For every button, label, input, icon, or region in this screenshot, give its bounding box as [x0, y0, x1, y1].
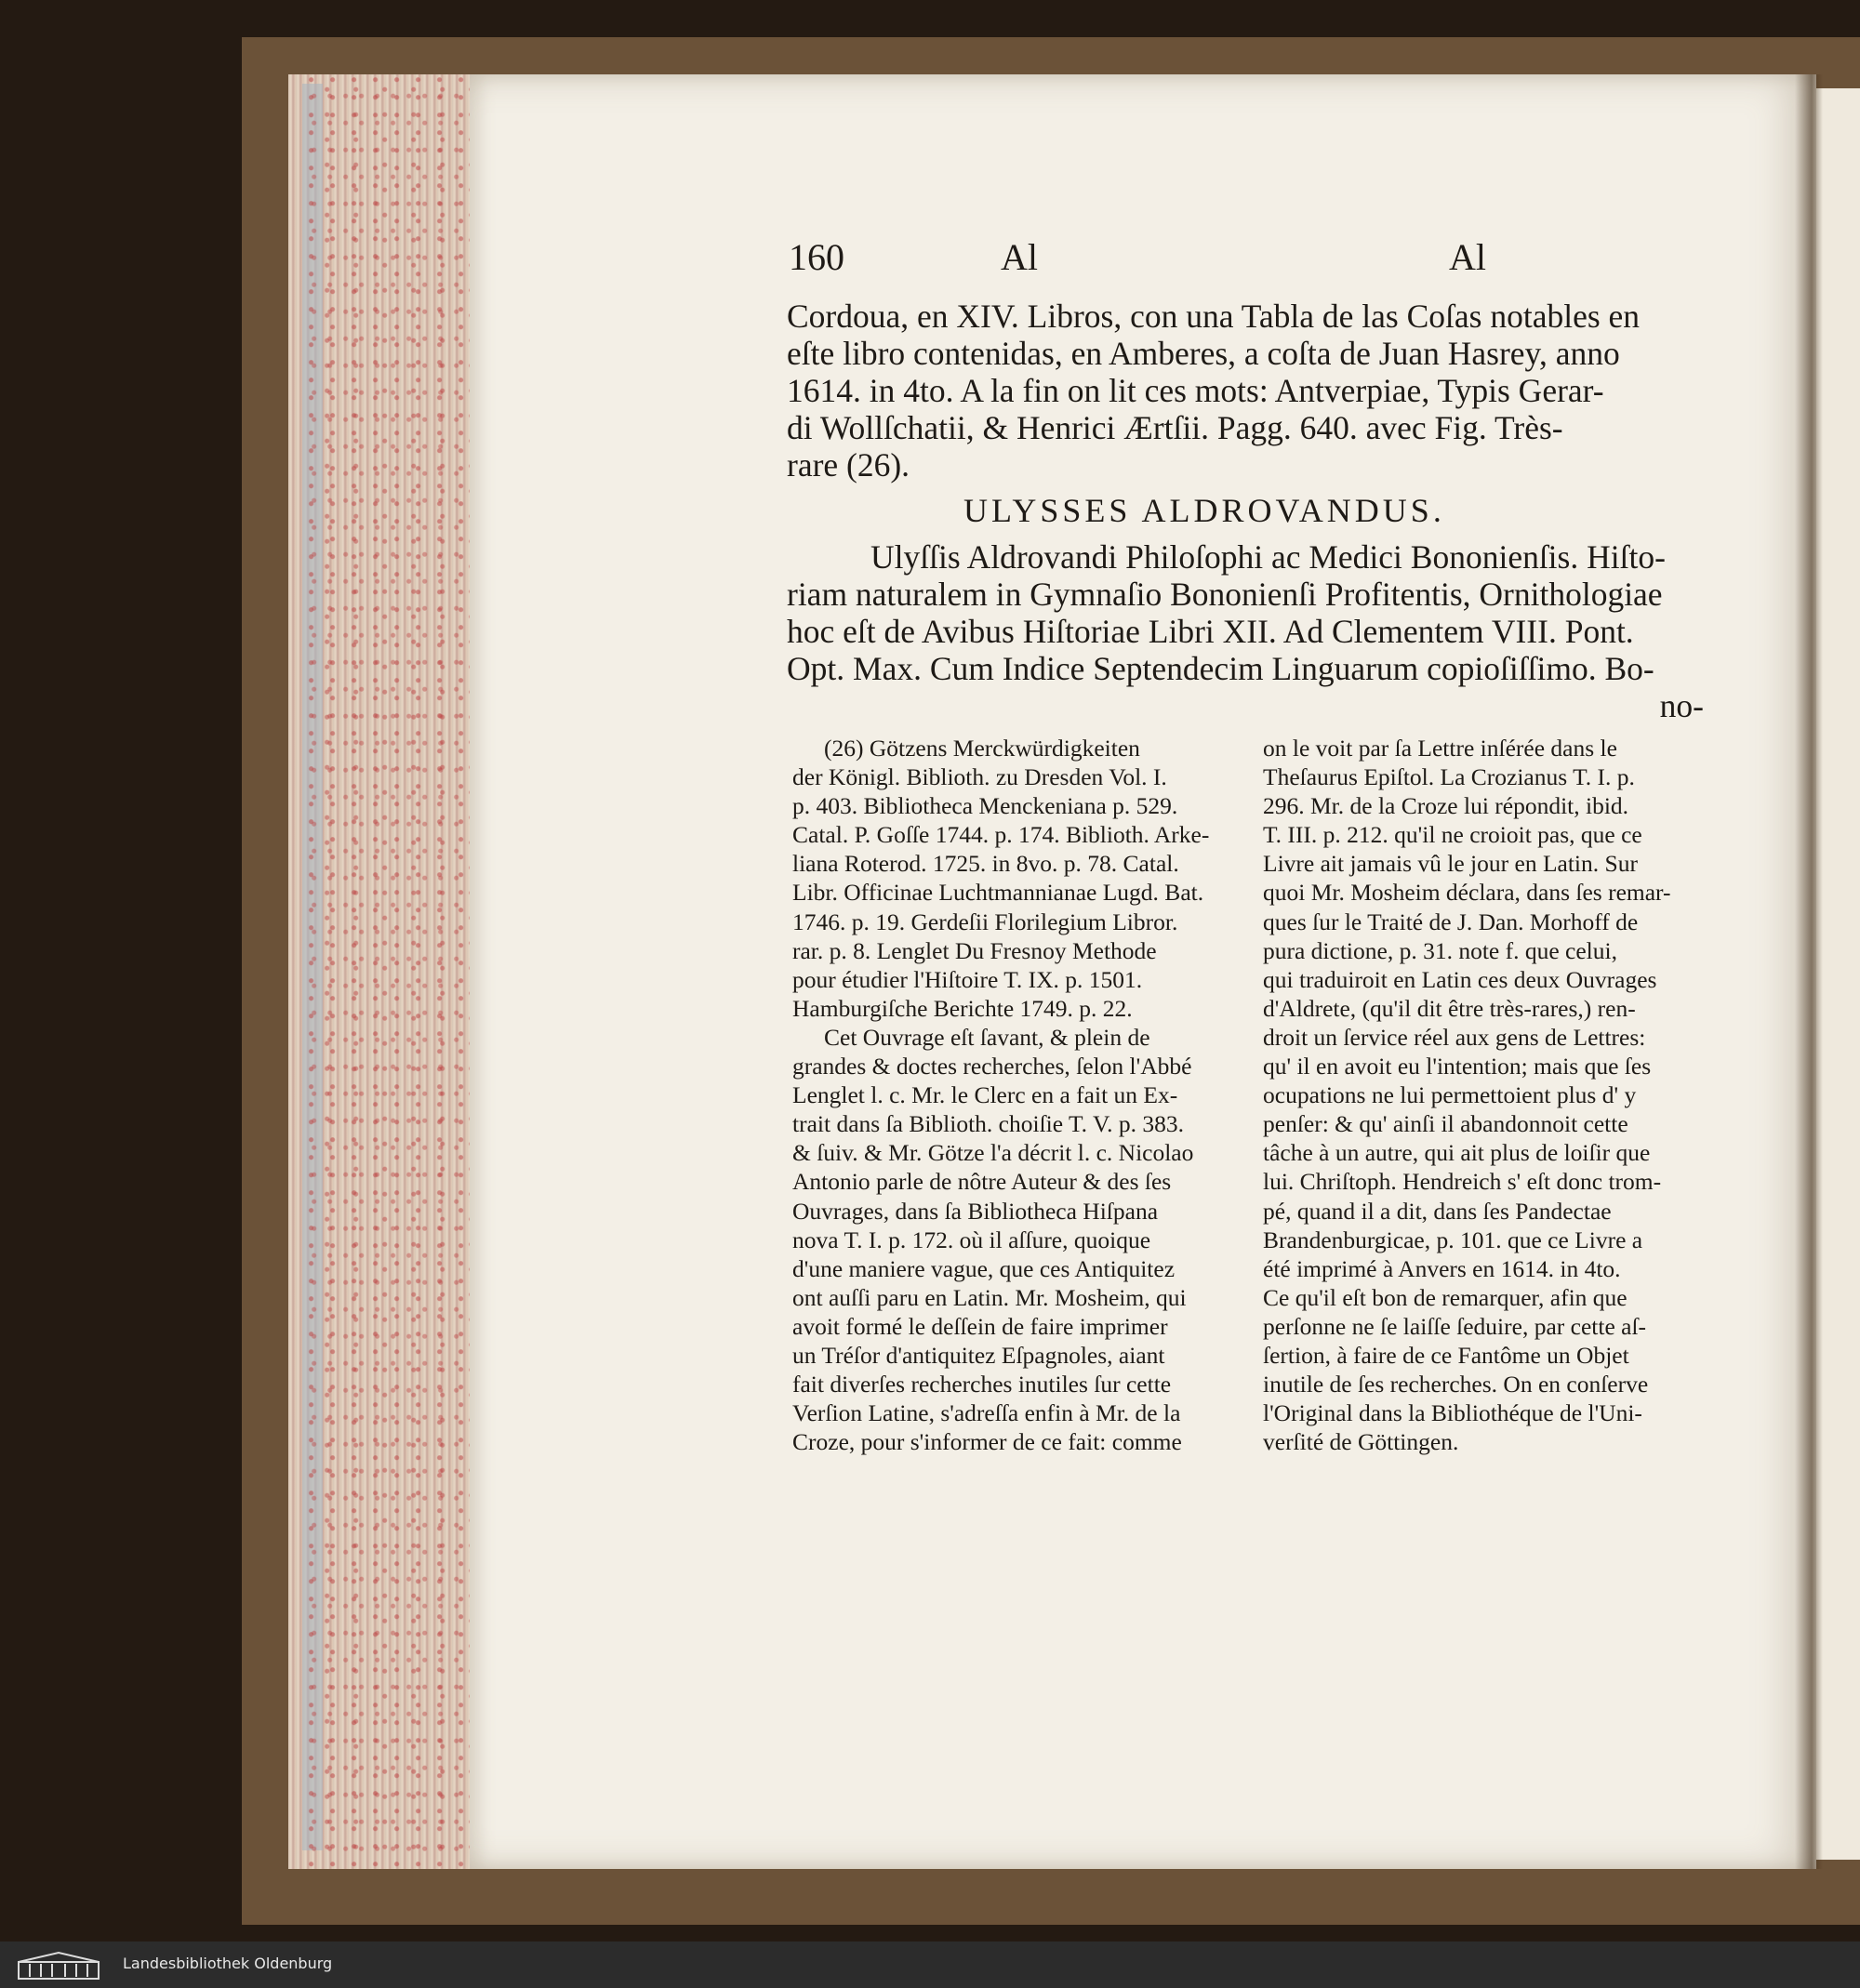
- footnote-line: 296. Mr. de la Croze lui répondit, ibid.: [1263, 792, 1629, 820]
- library-building-icon: [17, 1951, 100, 1981]
- footnote-line: Brandenburgicae, p. 101. que ce Livre a: [1263, 1226, 1643, 1253]
- footnote-line: Antonio parle de nôtre Auteur & des ſes: [792, 1168, 1172, 1196]
- footnote-line: rar. p. 8. Lenglet Du Fresnoy Methode: [792, 936, 1157, 964]
- footnote-line: l'Original dans la Bibliothéque de l'Uni-: [1263, 1399, 1642, 1427]
- footnote-line: qu' il en avoit eu l'intention; mais que ſes: [1263, 1053, 1652, 1080]
- book-gutter-shadow: [1795, 74, 1823, 1869]
- footnote-line: ques ſur le Traité de J. Dan. Morhoff de: [1263, 908, 1639, 935]
- footnote-line: on le voit par ſa Lettre inſérée dans le: [1263, 735, 1617, 762]
- footnote-line: Cet Ouvrage eſt ſavant, & plein de: [824, 1023, 1150, 1051]
- footnote-line: lui. Chriſtoph. Hendreich s' eſt donc trom-: [1263, 1168, 1662, 1196]
- running-head-left: Al: [1001, 236, 1038, 278]
- footnote-line: 1746. p. 19. Gerdeſii Florilegium Libror.: [792, 908, 1178, 935]
- footnote-line: der Königl. Biblioth. zu Dresden Vol. I.: [792, 763, 1167, 791]
- footnote-line: (26) Götzens Merckwürdigkeiten: [824, 735, 1140, 762]
- section-heading: ULYSSES ALDROVANDUS.: [963, 492, 1445, 529]
- footnote-line: liana Roterod. 1725. in 8vo. p. 78. Catal.: [792, 850, 1179, 878]
- footnote-line: & ſuiv. & Mr. Götze l'a décrit l. c. Nicolao: [792, 1139, 1194, 1167]
- footnote-line: Theſaurus Epiſtol. La Crozianus T. I. p.: [1263, 763, 1635, 791]
- footnote-line: Verſion Latine, s'adreſſa enfin à Mr. de la: [792, 1399, 1181, 1427]
- footnote-line: perſonne ne ſe laiſſe ſeduire, par cette aſ-: [1263, 1312, 1647, 1340]
- library-name: Landesbibliothek Oldenburg: [123, 1955, 333, 1972]
- footnote-line: tâche à un autre, qui ait plus de loiſir que: [1263, 1139, 1651, 1167]
- footnote-line: pé, quand il a dit, dans ſes Pandectae: [1263, 1197, 1612, 1225]
- text-line: hoc eſt de Avibus Hiſtoriae Libri XII. Ad Clementem VIII. Pont.: [787, 613, 1634, 650]
- footnote-line: ont auſſi paru en Latin. Mr. Mosheim, qui: [792, 1283, 1187, 1311]
- footnote-line: d'une maniere vague, que ces Antiquitez: [792, 1254, 1176, 1282]
- footnote-line: verſité de Göttingen.: [1263, 1428, 1459, 1456]
- footnote-column-left: [792, 734, 1239, 1456]
- text-line: di Wollſchatii, & Henrici Ærtſii. Pagg. 640. avec Fig. Très-: [787, 409, 1563, 446]
- footnote-line: penſer: & qu' ainſi il abandonnoit cette: [1263, 1110, 1628, 1138]
- footnote-line: Catal. P. Goſſe 1744. p. 174. Biblioth. Arke-: [792, 821, 1210, 849]
- footnote-line: droit un ſervice réel aux gens de Lettres:: [1263, 1023, 1646, 1051]
- previous-entry-text: [787, 298, 1704, 484]
- footnote-line: nova T. I. p. 172. où il aſſure, quoique: [792, 1226, 1151, 1253]
- footnote-line: quoi Mr. Mosheim déclara, dans ſes remar-: [1263, 879, 1671, 907]
- footnote-column-right: [1263, 734, 1709, 1456]
- footnote-line: Libr. Officinae Luchtmannianae Lugd. Bat.: [792, 879, 1204, 907]
- footnote-line: pour étudier l'Hiſtoire T. IX. p. 1501.: [792, 965, 1143, 993]
- footnote-line: Ce qu'il eſt bon de remarquer, afin que: [1263, 1283, 1628, 1311]
- page-number: 160: [789, 236, 844, 278]
- text-line: riam naturalem in Gymnaſio Bononienſi Profitentis, Ornithologiae: [787, 576, 1663, 613]
- footnote-line: été imprimé à Anvers en 1614. in 4to.: [1263, 1254, 1621, 1282]
- footnote-line: un Tréſor d'antiquitez Eſpagnoles, aiant: [792, 1341, 1165, 1369]
- footnote-line: d'Aldrete, (qu'il dit être très-rares,) ren-: [1263, 994, 1636, 1022]
- text-line: no-: [1659, 687, 1704, 724]
- text-line: Ulyſſis Aldrovandi Philoſophi ac Medici Bononienſis. Hiſto-: [870, 538, 1666, 576]
- footnote-line: trait dans ſa Biblioth. choiſie T. V. p. 383.: [792, 1110, 1184, 1138]
- footnote-line: Lenglet l. c. Mr. le Clerc en a fait un Ex-: [792, 1081, 1178, 1109]
- text-line: eſte libro contenidas, en Amberes, a coſta de Juan Hasrey, anno: [787, 335, 1620, 372]
- running-head-right: Al: [1449, 236, 1486, 278]
- footnote-line: avoit formé le deſſein de faire imprimer: [792, 1312, 1168, 1340]
- footnote-line: fait diverſes recherches inutiles ſur cette: [792, 1371, 1172, 1398]
- text-line: Cordoua, en XIV. Libros, con una Tabla de las Coſas notables en: [787, 298, 1641, 335]
- text-line: 1614. in 4to. A la fin on lit ces mots: Antverpiae, Typis Gerar-: [787, 372, 1604, 409]
- facing-page-edge: [1816, 88, 1860, 1860]
- footnote-line: grandes & doctes recherches, ſelon l'Abbé: [792, 1053, 1192, 1080]
- sprinkled-edge-decoration: [307, 74, 470, 1869]
- entry-text: [787, 538, 1704, 724]
- text-line: rare (26).: [787, 446, 910, 484]
- footnote-line: p. 403. Bibliotheca Menckeniana p. 529.: [792, 792, 1178, 820]
- footer-bar: [0, 1942, 1860, 1988]
- footnote-line: ocupations ne lui permettoient plus d' y: [1263, 1081, 1637, 1109]
- footnote-line: T. III. p. 212. qu'il ne croioit pas, que ce: [1263, 821, 1642, 849]
- footnote-line: Livre ait jamais vû le jour en Latin. Sur: [1263, 850, 1638, 878]
- footnote-line: Ouvrages, dans ſa Bibliotheca Hiſpana: [792, 1197, 1159, 1225]
- footnote-line: Hamburgiſche Berichte 1749. p. 22.: [792, 994, 1133, 1022]
- running-header: [789, 235, 1719, 278]
- footnote-line: qui traduiroit en Latin ces deux Ouvrages: [1263, 965, 1657, 993]
- footnote-line: ſertion, à faire de ce Fantôme un Objet: [1263, 1341, 1629, 1369]
- footnote-line: Croze, pour s'informer de ce fait: comme: [792, 1428, 1182, 1456]
- footnote-line: inutile de ſes recherches. On en conſerve: [1263, 1371, 1649, 1398]
- footnote-line: pura dictione, p. 31. note f. que celui,: [1263, 936, 1617, 964]
- text-line: Opt. Max. Cum Indice Septendecim Linguarum copioſiſſimo. Bo-: [787, 650, 1654, 687]
